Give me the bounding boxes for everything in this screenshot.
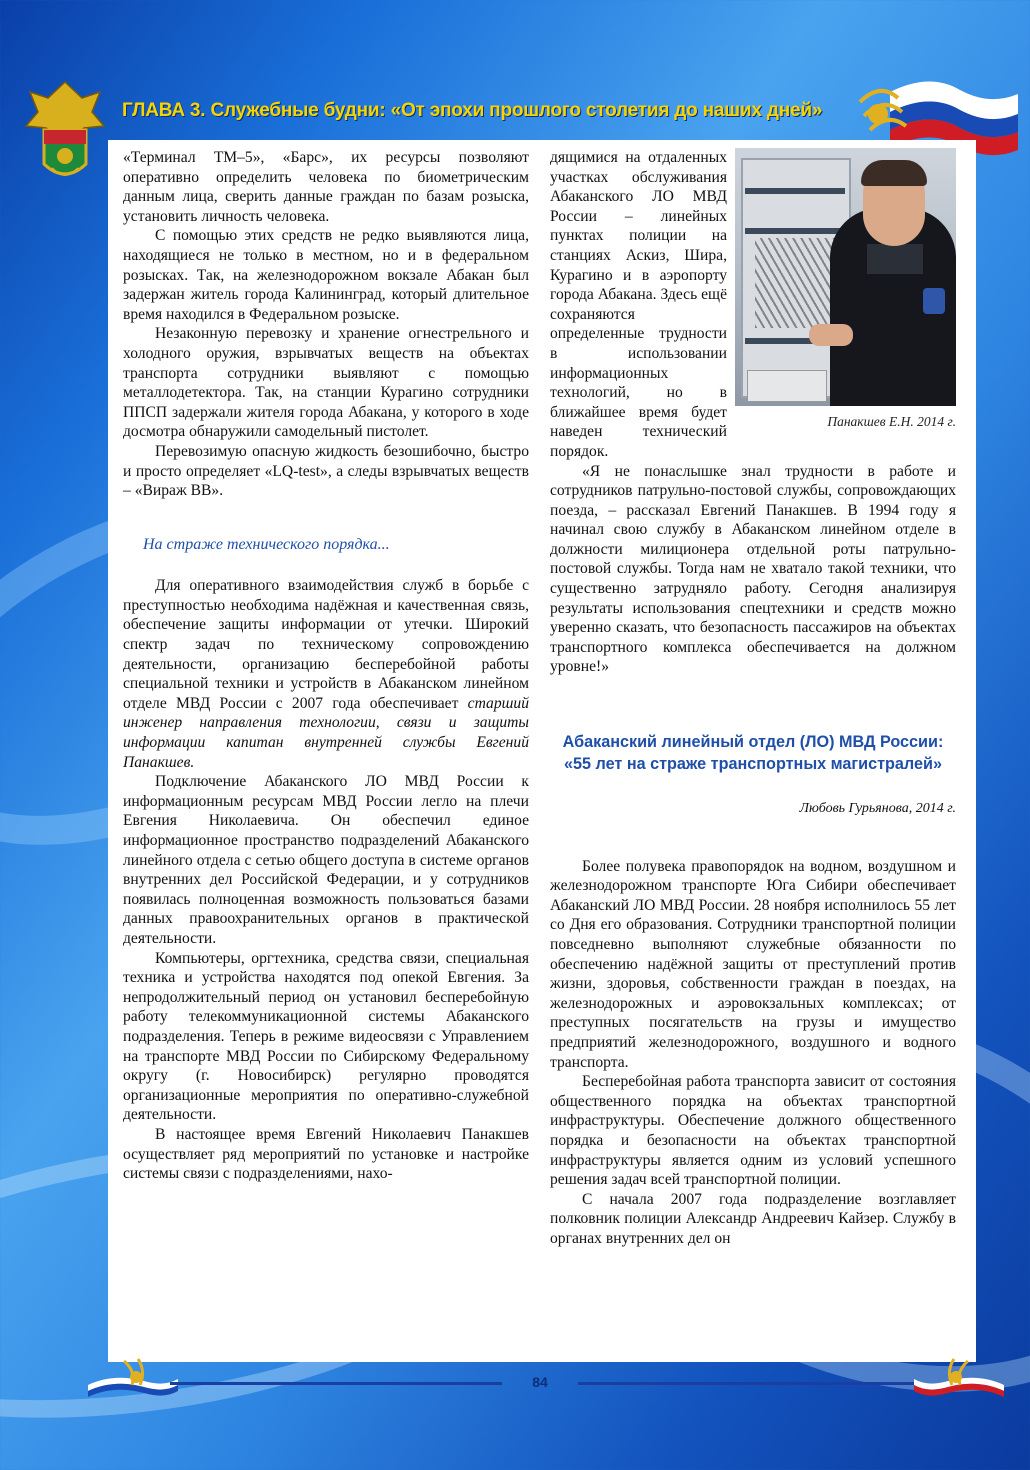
paragraph: Компьютеры, оргтехника, средства связи, специальная техника и устройства находятся под опекой Евгения. За непродолжительный период он установил бесперебойную работу телекоммуникационной системы Абаканского подразделения. Теперь в режиме видеосвязи с Управлением на транспорте МВД России по Сибирскому Федеральному округу (г. Новосибирск) регулярно проводятся организационные мероприятия по оперативно-служебной деятельности. bbox=[123, 949, 529, 1124]
byline: Любовь Гурьянова, 2014 г. bbox=[799, 801, 956, 817]
section-title-line: Абаканский линейный отдел (ЛО) МВД России: bbox=[562, 733, 944, 752]
section-title bbox=[550, 731, 956, 775]
footer-rule bbox=[170, 1382, 502, 1385]
paragraph: С помощью этих средств не редко выявляются лица, находящиеся не только в местном, но и в федеральном розысках. Так, на железнодорожном вокзале Абакан был задержан житель города Калининград, который длительное время находился в Федеральном розыске. bbox=[123, 227, 529, 323]
right-column bbox=[550, 148, 956, 1249]
rack-shelf bbox=[745, 188, 845, 194]
uniform-collar bbox=[867, 244, 923, 274]
police-emblem-icon bbox=[22, 78, 108, 188]
chapter-header-title: ГЛАВА 3. Служебные будни: «От эпохи прошлого столетия до наших дней» bbox=[122, 100, 823, 121]
photo-figure bbox=[735, 148, 956, 444]
police-patch-icon bbox=[923, 288, 945, 314]
officer-hair bbox=[861, 160, 927, 186]
paragraph: Более полувека правопорядок на водном, воздушном и железнодорожном транспорте Юга Сибири обеспечивает Абаканский ЛО МВД России. 28 ноября исполнилось 55 лет со Дня его образования. Сотрудники транспортной полиции повседневно выполняют служебные обязанности по обеспечению надёжной защиты от преступлений против жизни, здоровья, собственности граждан в поездах, на железнодорожных и аэровокзальных комплексах; от преступных посягательств на грузы и имущество предприятий железнодорожного, воздушного и водного транспорта. bbox=[550, 857, 956, 1071]
telephone bbox=[747, 370, 827, 402]
paragraph: Незаконную перевозку и хранение огнестрельного и холодного оружия, взрывчатых веществ на объектах транспорта сотрудники выявляют с помощью металлодетектора. Так, на станции Курагино сотрудники ППСП задержали жителя города Абакана, у которого в ходе досмотра обнаружили самодельный пистолет. bbox=[123, 325, 529, 441]
paragraph: С начала 2007 года подразделение возглавляет полковник полиции Александр Андреевич Кайзер. Службу в органах внутренних дел он bbox=[550, 1190, 956, 1247]
left-column bbox=[123, 148, 529, 1184]
paragraph: «Терминал ТМ–5», «Барс», их ресурсы позволяют оперативно определить человека по биометрическим данным лица, сверить данные граждан по базам розыска, установить личность человека. bbox=[123, 149, 529, 225]
page-number: 84 bbox=[532, 1374, 548, 1390]
paragraph-italic-text: старший инженер направления технологии, связи и защиты информации капитан внутренней службы Евгений Панакшев. bbox=[123, 694, 529, 771]
paragraph-text: Для оперативного взаимодействия служб в борьбе с преступностью необходима надёжная и качественная связь, обеспечение защиты информации от утечки. Широкий спектр задач по техническому сопровождению деятельности, организацию бесперебойной работы специальной техники и устройств в Абаканском линейном отделе МВД России с 2007 года обеспечивает bbox=[123, 577, 529, 712]
photo-caption: Панакшев Е.Н. 2014 г. bbox=[827, 414, 956, 429]
paragraph: Подключение Абаканского ЛО МВД России к информационным ресурсам МВД России легло на плечи Евгения Николаевича. Он обеспечил единое информационное пространство подразделений Абаканского линейного отдела с сетью общего доступа в системе органов внутренних дел Российской Федерации, и у сотрудников появилась полноценная возможность пользоваться базами данных правоохранительных органов в практической деятельности. bbox=[123, 773, 529, 947]
section-title-line: «55 лет на страже транспортных магистралей» bbox=[564, 755, 942, 774]
paragraph: дящимися на отдаленных участках обслуживания Абаканского ЛО МВД России – линейных пунктах полиции на станциях Аскиз, Шира, Курагино и в аэропорту города Абакана. Здесь ещё сохраняются определенные трудности в использовании информационных технологий, но в ближайшее время будет наведен технический порядок. bbox=[550, 149, 727, 460]
rack-shelf bbox=[745, 228, 845, 234]
flag-ornament-icon bbox=[84, 1355, 180, 1401]
flag-ornament-icon bbox=[912, 1355, 1008, 1401]
paragraph: Бесперебойная работа транспорта зависит от состояния общественного порядка на объектах транспортной инфраструктуры. Обеспечение должного общественного порядка и безопасности на объектах транспортной инфраструктуры является одним из условий успешного решения задач всей транспортной полиции. bbox=[550, 1073, 956, 1189]
footer-rule bbox=[578, 1382, 918, 1385]
officer-hand bbox=[809, 324, 853, 346]
subheading: На страже технического порядка... bbox=[143, 535, 390, 553]
paragraph: В настоящее время Евгений Николаевич Панакшев осуществляет ряд мероприятий по установке и настройке системы связи с подразделениями, нахо- bbox=[123, 1125, 529, 1183]
paragraph: Перевозимую опасную жидкость безошибочно, быстро и просто определяет «LQ-test», а следы взрывчатых веществ – «Вираж ВВ». bbox=[123, 442, 529, 500]
paragraph bbox=[123, 576, 529, 772]
photo-panakshev bbox=[735, 148, 956, 406]
paragraph: «Я не понаслышке знал трудности в работе и сотрудников патрульно-постовой службы, сопровождающих поезда, – рассказал Евгений Панакшев. В 1994 году я начинал свою службу в Абаканском линейном отделе в должности милиционера отдельной роты патрульно-постовой службы. Тогда нам не хватало такой техники, что существенно затрудняло работу. Сегодня анализируя результаты использования спецтехники и средств можно уверенно сказать, что безопасность пассажиров на объектах транспортного комплекса обеспечивается на должном уровне!» bbox=[550, 462, 956, 676]
